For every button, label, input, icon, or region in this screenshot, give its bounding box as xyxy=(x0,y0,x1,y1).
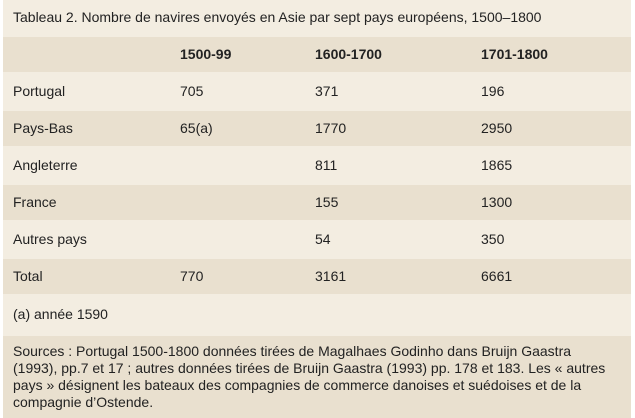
table-cell: 54 xyxy=(315,231,331,247)
table-row xyxy=(3,148,631,183)
table-header-row xyxy=(3,37,631,72)
table-cell: 1865 xyxy=(481,157,513,173)
table-cell: 65(a) xyxy=(180,120,213,136)
table-cell: 770 xyxy=(180,268,204,284)
row-label: Angleterre xyxy=(13,157,78,173)
table-cell: 155 xyxy=(315,194,339,210)
row-label: Pays-Bas xyxy=(13,120,73,136)
table-cell: 1770 xyxy=(315,120,347,136)
row-label: Portugal xyxy=(13,83,66,99)
table-row xyxy=(3,111,631,146)
table-cell: 1300 xyxy=(481,194,513,210)
table-sources: Sources : Portugal 1500-1800 données tirées de Magalhaes Godinho dans Bruijn Gaastra (1993), pp.7 et 17 ; autres données tirées de Bruijn Gaastra (1993) pp. 178 et 183. Les « autres pays » désignent les bateaux des compagnies de commerce danoises et suédoises et de la compagnie d’Ostende. xyxy=(3,336,631,418)
header-cell-1600-1700: 1600-1700 xyxy=(315,46,382,62)
row-label: France xyxy=(13,194,57,210)
table-cell: 6661 xyxy=(481,268,513,284)
table-row-total xyxy=(3,259,631,294)
table-cell: 2950 xyxy=(481,120,513,136)
table-cell: 3161 xyxy=(315,268,347,284)
table-cell: 371 xyxy=(315,83,339,99)
header-cell-1500-99: 1500-99 xyxy=(180,46,232,62)
table-cell: 350 xyxy=(481,231,505,247)
table-cell: 705 xyxy=(180,83,204,99)
table-footnote: (a) année 1590 xyxy=(3,298,631,333)
table-row xyxy=(3,74,631,109)
table-cell: 811 xyxy=(315,157,338,173)
table-cell: 196 xyxy=(481,83,505,99)
row-label: Autres pays xyxy=(13,231,87,247)
table-row xyxy=(3,185,631,220)
table-row xyxy=(3,222,631,257)
row-label: Total xyxy=(13,268,43,284)
header-cell-1701-1800: 1701-1800 xyxy=(481,46,548,62)
table-caption: Tableau 2. Nombre de navires envoyés en Asie par sept pays européens, 1500–1800 xyxy=(3,0,631,37)
